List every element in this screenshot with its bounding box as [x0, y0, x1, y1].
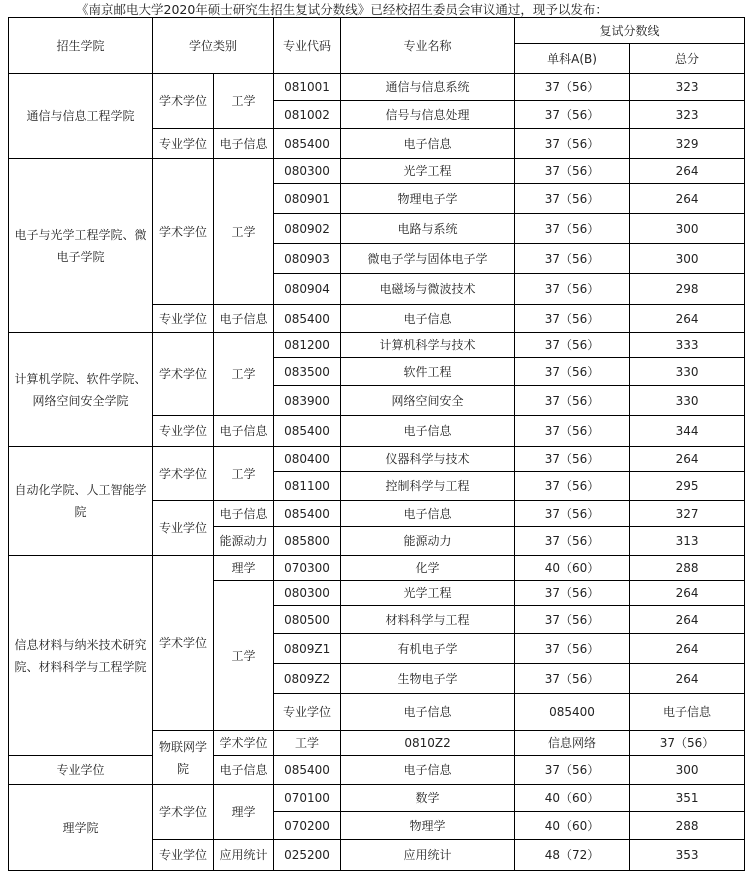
code-cell: 0810Z2: [341, 731, 515, 756]
name-cell: 仪器科学与技术: [341, 447, 515, 472]
name-cell: 物理电子学: [341, 184, 515, 214]
single-cell: 48（72）: [515, 840, 630, 871]
total-cell: 288: [630, 812, 745, 840]
header-single: 单科A(B): [515, 44, 630, 74]
code-cell: 081200: [274, 333, 341, 358]
code-cell: 085400: [274, 416, 341, 447]
code-cell: 070300: [274, 556, 341, 581]
total-cell: 323: [630, 74, 745, 101]
code-cell: 085400: [274, 129, 341, 159]
total-cell: 353: [630, 840, 745, 871]
name-cell: 电子信息: [341, 416, 515, 447]
single-cell: 37（56）: [515, 184, 630, 214]
code-cell: 085400: [274, 501, 341, 527]
total-cell: 344: [630, 416, 745, 447]
college-cell: 计算机学院、软件学院、网络空间安全学院: [9, 333, 153, 447]
degree-cell: 专业学位: [153, 129, 214, 159]
single-cell: 37（56）: [515, 416, 630, 447]
single-cell: 37（56）: [515, 244, 630, 274]
name-cell: 数学: [341, 785, 515, 812]
total-cell: 330: [630, 358, 745, 386]
degree-cell: 专业学位: [274, 694, 341, 731]
total-cell: 300: [630, 244, 745, 274]
name-cell: 应用统计: [341, 840, 515, 871]
header-degree-type: 学位类别: [153, 18, 274, 74]
code-cell: 080500: [274, 606, 341, 634]
total-cell: 264: [630, 606, 745, 634]
name-cell: 有机电子学: [341, 634, 515, 664]
single-cell: 37（56）: [515, 756, 630, 785]
table-row: [9, 159, 745, 184]
total-cell: 327: [630, 501, 745, 527]
college-cell: 信息材料与纳米技术研究院、材料科学与工程学院: [9, 556, 153, 756]
code-cell: 085400: [515, 694, 630, 731]
category-cell: 工学: [214, 447, 274, 501]
total-cell: 330: [630, 386, 745, 416]
name-cell: 电子信息: [341, 305, 515, 333]
single-cell: 37（56）: [515, 501, 630, 527]
name-cell: 计算机科学与技术: [341, 333, 515, 358]
degree-cell: 学术学位: [153, 785, 214, 840]
code-cell: 085400: [274, 305, 341, 333]
category-cell: 工学: [214, 333, 274, 416]
header-college: 招生学院: [9, 18, 153, 74]
total-cell: 264: [630, 305, 745, 333]
name-cell: 电子信息: [341, 129, 515, 159]
name-cell: 光学工程: [341, 159, 515, 184]
category-cell: 应用统计: [214, 840, 274, 871]
code-cell: 070200: [274, 812, 341, 840]
category-cell: 理学: [214, 556, 274, 581]
total-cell: 288: [630, 556, 745, 581]
degree-cell: 专业学位: [153, 840, 214, 871]
code-cell: 081100: [274, 472, 341, 501]
code-cell: 080300: [274, 159, 341, 184]
name-cell: 电路与系统: [341, 214, 515, 244]
table-row: [9, 756, 745, 785]
category-cell: 电子信息: [214, 501, 274, 527]
name-cell: 信息网络: [515, 731, 630, 756]
degree-cell: 专业学位: [153, 501, 214, 556]
score-table: [8, 17, 745, 871]
name-cell: 电子信息: [341, 501, 515, 527]
single-cell: 37（56）: [515, 606, 630, 634]
total-cell: 264: [630, 447, 745, 472]
header-name: 专业名称: [341, 18, 515, 74]
name-cell: 能源动力: [341, 527, 515, 556]
category-cell: 能源动力: [214, 527, 274, 556]
name-cell: 电磁场与微波技术: [341, 274, 515, 305]
name-cell: 信号与信息处理: [341, 101, 515, 129]
category-cell: 电子信息: [214, 305, 274, 333]
category-cell: 电子信息: [214, 129, 274, 159]
degree-cell: 专业学位: [153, 416, 214, 447]
total-cell: 298: [630, 274, 745, 305]
name-cell: 电子信息: [341, 756, 515, 785]
header-score-line: 复试分数线: [515, 18, 745, 44]
degree-cell: 学术学位: [153, 447, 214, 501]
table-row: [9, 74, 745, 101]
single-cell: 37（56）: [630, 731, 745, 756]
table-row: [9, 447, 745, 472]
single-cell: 40（60）: [515, 812, 630, 840]
degree-cell: 专业学位: [153, 305, 214, 333]
total-cell: 295: [630, 472, 745, 501]
code-cell: 0809Z1: [274, 634, 341, 664]
total-cell: 264: [630, 634, 745, 664]
college-cell: 自动化学院、人工智能学院: [9, 447, 153, 556]
total-cell: 313: [630, 527, 745, 556]
category-cell: 工学: [274, 731, 341, 756]
category-cell: 电子信息: [214, 756, 274, 785]
name-cell: 物理学: [341, 812, 515, 840]
single-cell: 37（56）: [515, 159, 630, 184]
name-cell: 化学: [341, 556, 515, 581]
code-cell: 083900: [274, 386, 341, 416]
name-cell: 材料科学与工程: [341, 606, 515, 634]
category-cell: 电子信息: [214, 416, 274, 447]
header-total: 总分: [630, 44, 745, 74]
college-cell: 通信与信息工程学院: [9, 74, 153, 159]
single-cell: 37（56）: [515, 305, 630, 333]
single-cell: 37（56）: [515, 101, 630, 129]
college-cell: 电子与光学工程学院、微电子学院: [9, 159, 153, 333]
college-cell: 物联网学院: [153, 731, 214, 785]
single-cell: 40（60）: [515, 785, 630, 812]
category-cell: 工学: [214, 581, 274, 731]
header-code: 专业代码: [274, 18, 341, 74]
total-cell: 264: [630, 581, 745, 606]
total-cell: 264: [630, 159, 745, 184]
name-cell: 生物电子学: [341, 664, 515, 694]
code-cell: 080903: [274, 244, 341, 274]
single-cell: 40（60）: [515, 556, 630, 581]
college-cell: 理学院: [9, 785, 153, 871]
category-cell: 工学: [214, 74, 274, 129]
degree-cell: 学术学位: [214, 731, 274, 756]
name-cell: 通信与信息系统: [341, 74, 515, 101]
single-cell: 37（56）: [515, 214, 630, 244]
single-cell: 37（56）: [515, 581, 630, 606]
single-cell: 37（56）: [515, 333, 630, 358]
name-cell: 光学工程: [341, 581, 515, 606]
code-cell: 080901: [274, 184, 341, 214]
degree-cell: 学术学位: [153, 556, 214, 731]
code-cell: 0809Z2: [274, 664, 341, 694]
single-cell: 37（56）: [515, 447, 630, 472]
name-cell: 软件工程: [341, 358, 515, 386]
code-cell: 080400: [274, 447, 341, 472]
code-cell: 085800: [274, 527, 341, 556]
name-cell: 微电子学与固体电子学: [341, 244, 515, 274]
table-row: [9, 333, 745, 358]
total-cell: 300: [630, 756, 745, 785]
degree-cell: 学术学位: [153, 333, 214, 416]
code-cell: 025200: [274, 840, 341, 871]
degree-cell: 专业学位: [9, 756, 153, 785]
single-cell: 37（56）: [515, 358, 630, 386]
total-cell: 264: [630, 664, 745, 694]
name-cell: 网络空间安全: [341, 386, 515, 416]
name-cell: 控制科学与工程: [341, 472, 515, 501]
table-row: [9, 556, 745, 581]
single-cell: 37（56）: [515, 74, 630, 101]
single-cell: 37（56）: [515, 472, 630, 501]
code-cell: 080300: [274, 581, 341, 606]
total-cell: 300: [630, 214, 745, 244]
single-cell: 37（56）: [515, 664, 630, 694]
degree-cell: 学术学位: [153, 74, 214, 129]
total-cell: 264: [630, 184, 745, 214]
single-cell: 37（56）: [515, 634, 630, 664]
total-cell: 351: [630, 785, 745, 812]
single-cell: 37（56）: [515, 386, 630, 416]
code-cell: 081001: [274, 74, 341, 101]
category-cell: 工学: [214, 159, 274, 305]
total-cell: 329: [630, 129, 745, 159]
code-cell: 070100: [274, 785, 341, 812]
table-row: [9, 785, 745, 812]
single-cell: 37（56）: [515, 129, 630, 159]
code-cell: 080902: [274, 214, 341, 244]
intro-text: 《南京邮电大学2020年硕士研究生招生复试分数线》已经校招生委员会审议通过，现予以发布：: [76, 2, 608, 17]
name-cell: 电子信息: [630, 694, 745, 731]
single-cell: 37（56）: [515, 527, 630, 556]
code-cell: 083500: [274, 358, 341, 386]
category-cell: 理学: [214, 785, 274, 840]
code-cell: 081002: [274, 101, 341, 129]
degree-cell: 学术学位: [153, 159, 214, 305]
single-cell: 37（56）: [515, 274, 630, 305]
code-cell: 080904: [274, 274, 341, 305]
total-cell: 323: [630, 101, 745, 129]
category-cell: 电子信息: [341, 694, 515, 731]
total-cell: 333: [630, 333, 745, 358]
code-cell: 085400: [274, 756, 341, 785]
